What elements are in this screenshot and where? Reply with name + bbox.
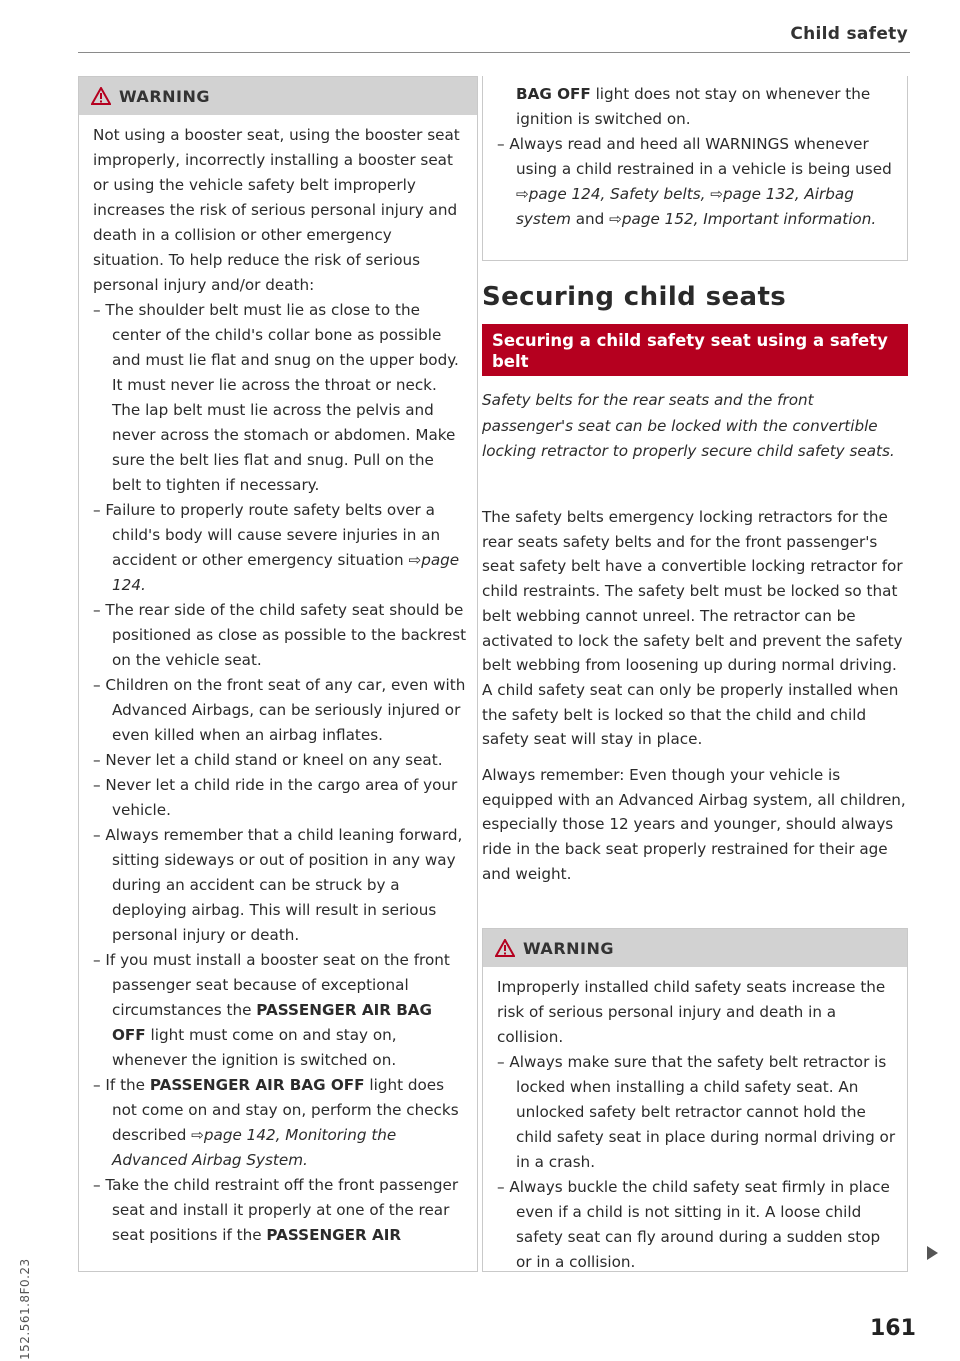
arrow-icon: ⇨ — [609, 210, 622, 228]
reference-text: page 124. — [112, 551, 460, 594]
right-warning-intro: Improperly installed child safety seats increase the risk of serious personal injury and death in a collision. — [497, 978, 886, 1046]
arrow-icon: ⇨ — [710, 185, 724, 203]
subsection-title-bar: Securing a child safety seat using a safety belt — [482, 324, 908, 376]
continued-bullet — [497, 132, 897, 232]
reference-text: page 132, Airbag system — [516, 185, 854, 228]
bullet-text: Failure to properly route safety belts over a child's body will cause severe injuries in an accident or other emergency situation — [105, 501, 441, 569]
bullet-text: light does not come on and stay on, perform the checks described — [112, 1076, 459, 1144]
left-warning-box — [78, 76, 478, 1272]
left-warning-bullet: – Never let a child ride in the cargo area of your vehicle. — [93, 773, 467, 823]
right-warning-header — [483, 929, 907, 967]
warning-triangle-icon — [495, 939, 515, 957]
right-warning-heading: WARNING — [523, 938, 614, 958]
left-warning-bullet: – The shoulder belt must lie as close to the center of the child's collar bone as possible and must lie flat and snug on the upper body. It must never lie across the throat or neck. The lap belt must lie across the pelvis and never across the stomach or abdomen. Make sure the belt lies flat and snug. Pull on the belt to tighten if necessary. — [93, 298, 467, 498]
left-warning-bullet: – Never let a child stand or kneel on any seat. — [93, 748, 467, 773]
left-warning-body — [79, 115, 477, 1248]
indicator-label: BAG OFF — [516, 85, 591, 103]
left-warning-header — [79, 77, 477, 115]
page-number: 161 — [870, 1316, 916, 1341]
section-title: Securing child seats — [482, 282, 787, 312]
page-reference-link[interactable] — [609, 210, 876, 228]
left-warning-bullet: – Always remember that a child leaning forward, sitting sideways or out of position in any way during an accident can be struck by a deploying airbag. This will result in serious personal injury or death. — [93, 823, 467, 948]
left-warning-bullet: – Children on the front seat of any car, even with Advanced Airbags, can be seriously injured or even killed when an airbag inflates. — [93, 673, 467, 748]
left-warning-heading: WARNING — [119, 86, 210, 106]
left-warning-intro: Not using a booster seat, using the booster seat improperly, incorrectly installing a booster seat or using the vehicle safety belt improperly increases the risk of serious personal injury and death in a collision or other emergency situation. To help reduce the risk of serious personal injury and/or death: — [93, 126, 460, 294]
right-warning-body — [483, 967, 907, 1275]
bullet-text: light must come on and stay on, whenever the ignition is switched on. — [112, 1026, 397, 1069]
header-title: Child safety — [790, 24, 908, 44]
indicator-label: PASSENGER AIR BAG OFF — [149, 1076, 365, 1094]
continued-warning-box — [482, 76, 908, 261]
arrow-icon: ⇨ — [408, 551, 422, 569]
indicator-label: PASSENGER AIR — [266, 1226, 402, 1244]
right-warning-bullet: – Always make sure that the safety belt retractor is locked when installing a child safety seat. An unlocked safety belt retractor cannot hold the child safety seat in place during normal driving or in a crash. — [497, 1050, 897, 1175]
bullet-text: Always read and heed all WARNINGS whenever using a child restrained in a vehicle is being used — [509, 135, 892, 178]
header-rule — [78, 52, 910, 53]
left-warning-bullet — [93, 948, 467, 1073]
page-reference-link[interactable] — [516, 185, 705, 203]
arrow-icon: ⇨ — [191, 1126, 204, 1144]
side-code: 152.561.8F0.23 — [18, 1258, 32, 1360]
paragraph: Always remember: Even though your vehicle is equipped with an Advanced Airbag system, all children, especially those 12 years and younger, should always ride in the back seat properly restrained for their age and weight. — [482, 766, 906, 883]
left-warning-bullet — [93, 1173, 467, 1248]
arrow-icon: ⇨ — [516, 185, 529, 203]
paragraph: The safety belts emergency locking retractors for the rear seats safety belts and for the front passenger's seat safety belt have a convertible locking retractor for child restraints. The safety belt must be locked so that belt webbing cannot unreel. The retractor can be activated to lock the safety belt and prevent the safety belt webbing from loosening up during normal driving. A child safety seat can only be properly installed when the safety belt is locked so that the child and child safety seat will stay in place. — [482, 508, 903, 749]
right-warning-bullet: – Always buckle the child safety seat firmly in place even if a child is not sitting in it. A loose child safety seat can fly around during a sudden stop or in a collision. — [497, 1175, 897, 1275]
section-intro: Safety belts for the rear seats and the front passenger's seat can be locked with the convertible locking retractor to properly secure child safety seats. — [482, 391, 895, 460]
warning-triangle-icon — [91, 87, 111, 105]
continued-text — [497, 82, 897, 132]
bullet-text: If the — [105, 1076, 145, 1094]
continued-text-body: light does not stay on whenever the ignition is switched on. — [516, 85, 871, 128]
reference-text: page 152, Important information. — [621, 210, 877, 228]
left-warning-bullet: – The rear side of the child safety seat should be positioned as close as possible to the backrest on the vehicle seat. — [93, 598, 467, 673]
right-warning-box — [482, 928, 908, 1272]
left-warning-bullet — [93, 498, 467, 598]
reference-text: page 142, Monitoring the Advanced Airbag System. — [112, 1126, 397, 1169]
continue-arrow-icon — [927, 1246, 938, 1260]
bullet-text: If you must install a booster seat on the front passenger seat because of exceptional circumstances the — [105, 951, 450, 1019]
left-warning-bullet — [93, 1073, 467, 1173]
bullet-text: and — [575, 210, 605, 228]
bullet-text: Take the child restraint off the front passenger seat and install it properly at one of the rear seat positions if the — [105, 1176, 459, 1244]
indicator-label: PASSENGER AIR BAG OFF — [112, 1001, 433, 1044]
reference-text: page 124, Safety belts, — [528, 185, 706, 203]
